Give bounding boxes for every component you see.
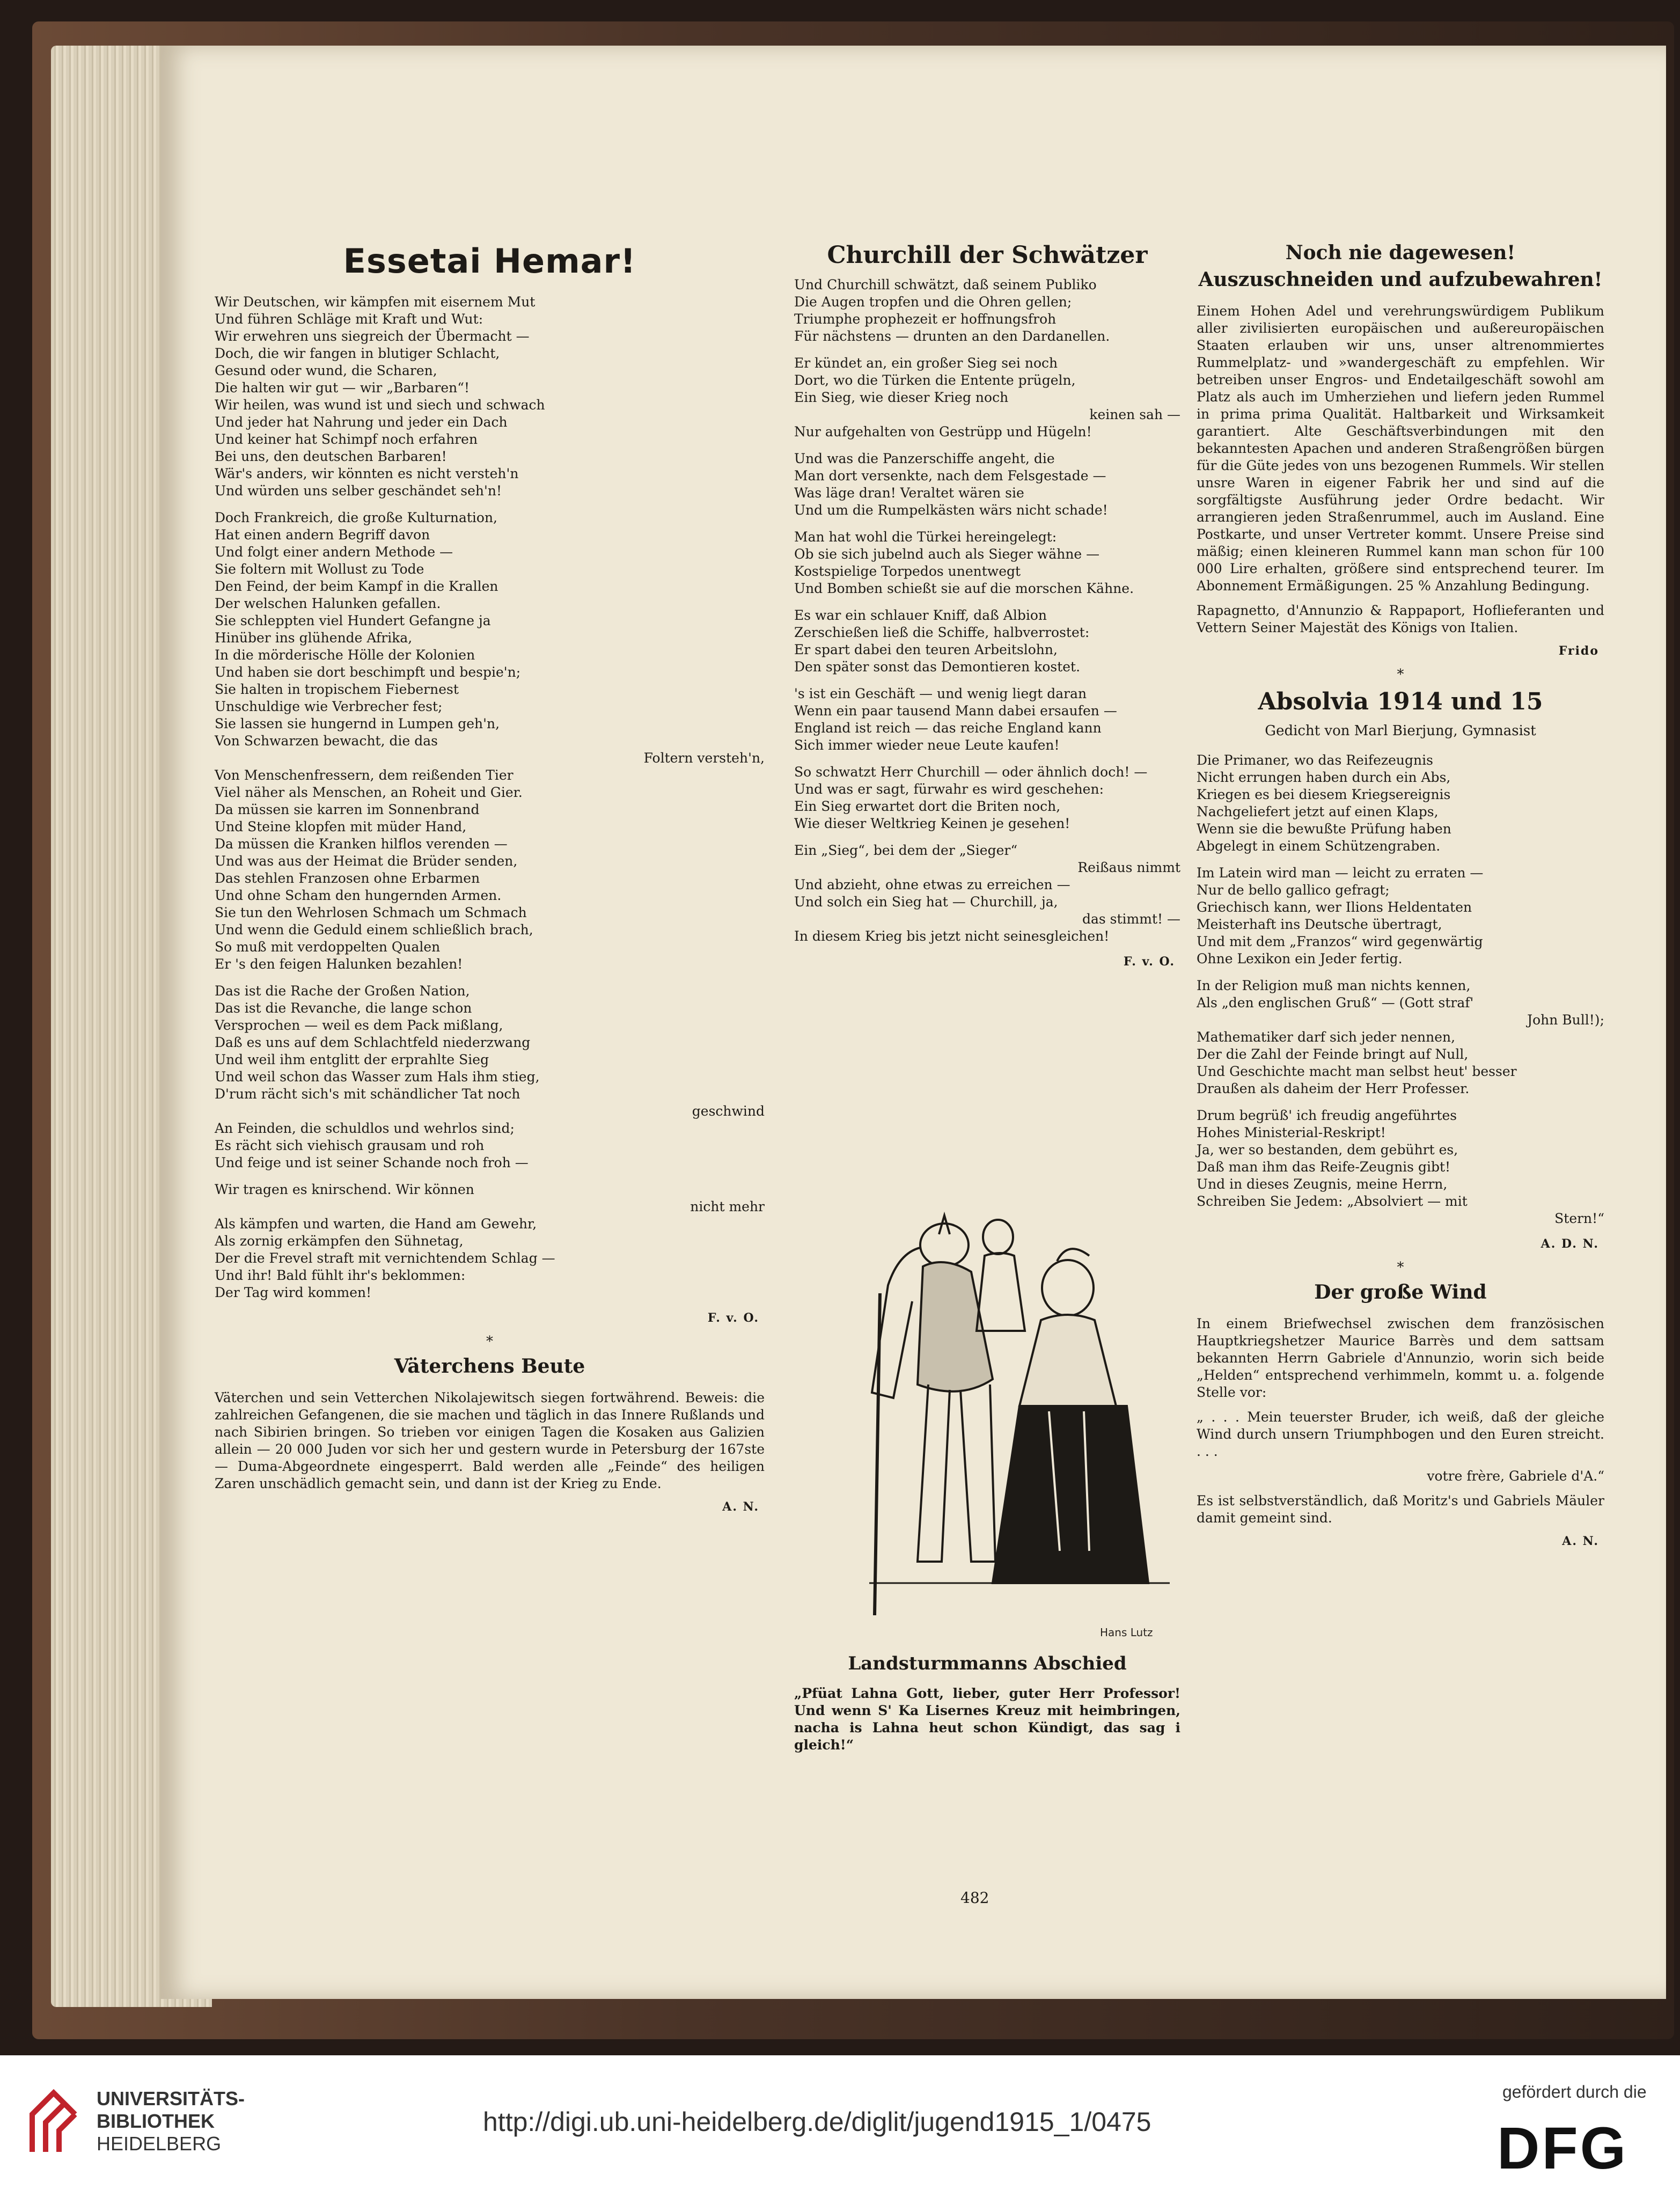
poem-line: Wenn ein paar tausend Mann dabei ersaufen — bbox=[794, 703, 1117, 719]
poem-line: Kostspielige Torpedos unentwegt bbox=[794, 563, 1021, 579]
poem-line: Hinüber ins glühende Afrika, bbox=[215, 630, 413, 646]
poem-line: Und würden uns selber geschändet seh'n! bbox=[215, 483, 502, 499]
poem-line: England ist reich — das reiche England kann bbox=[794, 720, 1102, 736]
poem-line: Und was aus der Heimat die Brüder senden, bbox=[215, 853, 518, 869]
separator-star: * bbox=[1397, 666, 1404, 683]
poem-line-right: Foltern versteh'n, bbox=[643, 750, 765, 766]
illustration-credit: Hans Lutz bbox=[1100, 1626, 1153, 1639]
poem-line: Und was die Panzerschiffe angeht, die bbox=[794, 451, 1055, 466]
poem-line: Als „den englischen Gruß“ — (Gott straf' bbox=[1197, 995, 1474, 1010]
poem-line: Ein Sieg, wie dieser Krieg noch bbox=[794, 390, 1009, 405]
poem-line: Ein Sieg erwartet dort die Briten noch, bbox=[794, 799, 1061, 814]
poem-line: Daß man ihm das Reife-Zeugnis gibt! bbox=[1197, 1159, 1451, 1175]
poem-stanza bbox=[1197, 752, 1604, 855]
poem-line-right: nicht mehr bbox=[690, 1199, 765, 1214]
poem-line: Schreiben Sie Jedem: „Absolviert — mit bbox=[1197, 1193, 1468, 1209]
poem-stanza-lines bbox=[794, 842, 1180, 859]
poem-line: Bei uns, den deutschen Barbaren! bbox=[215, 449, 447, 464]
poem-line: Ohne Lexikon ein Jeder fertig. bbox=[1197, 951, 1403, 966]
poem-line: So muß mit verdoppelten Qualen bbox=[215, 939, 441, 955]
signature: A. N. bbox=[722, 1500, 759, 1514]
poem-line: Und in dieses Zeugnis, meine Herrn, bbox=[1197, 1176, 1448, 1192]
poem-line: Draußen als daheim der Herr Professer. bbox=[1197, 1081, 1470, 1096]
university-logo-icon bbox=[21, 2077, 86, 2157]
poem-stanza-lines bbox=[794, 928, 1180, 945]
article-title-wind: Der große Wind bbox=[1314, 1281, 1487, 1303]
poem-stanza bbox=[794, 276, 1180, 345]
poem-line-right: Stern!“ bbox=[1554, 1211, 1604, 1226]
article-title-noch-nie: Noch nie dagewesen! bbox=[1285, 241, 1516, 264]
poem-stanza-lines bbox=[1197, 1029, 1604, 1097]
poem-line: D'rum rächt sich's mit schändlicher Tat noch bbox=[215, 1086, 520, 1102]
illustration-caption: „Pfüat Lahna Gott, lieber, guter Herr Professor! Und wenn S' Ka Lisernes Kreuz mit heimbringen, nacha is Lahna heut schon Kündigt, das sag i gleich!“ bbox=[794, 1686, 1180, 1753]
article-quote-signoff: votre frère, Gabriele d'A.“ bbox=[1427, 1468, 1604, 1484]
poem-line: Und Bomben schießt sie auf die morschen Kähne. bbox=[794, 581, 1134, 596]
poem-line: Und abzieht, ohne etwas zu erreichen — bbox=[794, 877, 1070, 892]
poem-stanza-lines bbox=[1197, 1107, 1604, 1210]
poem-line: So schwatzt Herr Churchill — oder ähnlich doch! — bbox=[794, 764, 1148, 780]
article-title-churchill: Churchill der Schwätzer bbox=[827, 241, 1148, 269]
poem-stanza bbox=[794, 607, 1180, 676]
poem-line: Als kämpfen und warten, die Hand am Gewehr, bbox=[215, 1216, 537, 1232]
poem-line: Und weil ihm entglitt der erprahlte Sieg bbox=[215, 1052, 489, 1067]
poem-line: Das ist die Revanche, die lange schon bbox=[215, 1000, 472, 1016]
poem-line: Er kündet an, ein großer Sieg sei noch bbox=[794, 355, 1058, 371]
poem-stanza bbox=[215, 509, 765, 973]
poem-line: Wär's anders, wir könnten es nicht versteh'n bbox=[215, 466, 519, 481]
poem-line: Ein „Sieg“, bei dem der „Sieger“ bbox=[794, 843, 1018, 858]
article-body: Es ist selbstverständlich, daß Moritz's und Gabriels Mäuler damit gemeint sind. bbox=[1197, 1493, 1604, 1526]
poem-line: Und was er sagt, fürwahr es wird geschehen: bbox=[794, 781, 1104, 797]
poem-line: Und ohne Scham den hungernden Armen. bbox=[215, 888, 502, 903]
poem-stanza-lines bbox=[794, 355, 1180, 406]
column-left bbox=[215, 241, 765, 1522]
illustration-landsturm bbox=[805, 1186, 1180, 1626]
poem-line: Für nächstens — drunten an den Dardanellen. bbox=[794, 328, 1110, 344]
poem-line: In die mörderische Hölle der Kolonien bbox=[215, 647, 475, 663]
library-footer bbox=[0, 2055, 1680, 2190]
poem-stanza bbox=[794, 764, 1180, 832]
poem-stanza bbox=[794, 450, 1180, 519]
poem-line: Abgelegt in einem Schützengraben. bbox=[1197, 838, 1441, 854]
poem-line: Der welschen Halunken gefallen. bbox=[215, 596, 441, 611]
poem-stanza bbox=[794, 685, 1180, 754]
poem-line: Und ihr! Bald fühlt ihr's beklommen: bbox=[215, 1268, 466, 1283]
signature: Frido bbox=[1558, 644, 1599, 658]
column-right bbox=[1197, 241, 1604, 1557]
poem-line: Die Primaner, wo das Reifezeugnis bbox=[1197, 752, 1433, 768]
poem-stanza bbox=[1197, 977, 1604, 1097]
article-body: Väterchen und sein Vetterchen Nikolajewitsch siegen fortwährend. Beweis: die zahlreichen Gefangenen, die sie machen und täglich in das Innere Rußlands und nach Sibirien bringen. So trieben vor einigen Tagen die Kosaken aus Galizien allein — 20 000 Juden vor sich her und gestern wurde in Petersburg der 167ste — Duma-Abgeordnete eingesperrt. Bald werden alle „Feinde“ des heiligen Zaren unschädlich gemacht sein, und dann ist der Krieg zu Ende. bbox=[215, 1390, 765, 1491]
poem-line: Die halten wir gut — wir „Barbaren“! bbox=[215, 380, 470, 395]
poem-line: Sie halten in tropischem Fiebernest bbox=[215, 682, 459, 697]
separator-star: * bbox=[1397, 1259, 1404, 1276]
poem-line: Hohes Ministerial-Reskript! bbox=[1197, 1125, 1386, 1140]
university-name bbox=[97, 2088, 245, 2155]
poem-line: Meisterhaft ins Deutsche übertragt, bbox=[1197, 917, 1442, 932]
poem-line: Gesund oder wund, die Scharen, bbox=[215, 363, 437, 378]
poem-stanza bbox=[794, 529, 1180, 597]
poem-line: Von Menschenfressern, dem reißenden Tier bbox=[215, 767, 513, 783]
poem-stanza bbox=[794, 842, 1180, 945]
poem-line: Hat einen andern Begriff davon bbox=[215, 527, 430, 543]
poem-line: Sie lassen sie hungernd in Lumpen geh'n, bbox=[215, 716, 500, 731]
article-subtitle-auszuschneiden: Auszuschneiden und aufzubewahren! bbox=[1198, 268, 1603, 291]
column-middle bbox=[794, 241, 1180, 977]
article-quote: „ . . . Mein teuerster Bruder, ich weiß, daß der gleiche Wind durch unsern Triumphbogen und den Euren streicht. . . . bbox=[1197, 1409, 1604, 1459]
poem-stanza bbox=[215, 294, 765, 500]
poem-line: Und Geschichte macht man selbst heut' besser bbox=[1197, 1064, 1517, 1079]
poem-line: Drum begrüß' ich freudig angeführtes bbox=[1197, 1108, 1457, 1123]
page-number: 482 bbox=[960, 1889, 989, 1907]
poem-line: Da müssen sie karren im Sonnenbrand bbox=[215, 802, 480, 817]
poem-line: Der Tag wird kommen! bbox=[215, 1285, 372, 1300]
poem-line: Und Steine klopfen mit müder Hand, bbox=[215, 819, 467, 834]
poem-line: Kriegen es bei diesem Kriegsereignis bbox=[1197, 787, 1451, 802]
poem-line: Und mit dem „Franzos“ wird gegenwärtig bbox=[1197, 934, 1483, 949]
poem-stanza-lines bbox=[215, 1215, 765, 1301]
poem-line: Wir erwehren uns siegreich der Übermacht — bbox=[215, 328, 530, 344]
poem-line: Und führen Schläge mit Kraft und Wut: bbox=[215, 311, 483, 327]
poem-stanza-lines bbox=[215, 509, 765, 750]
poem-line: Ja, wer so bestanden, dem gebührt es, bbox=[1197, 1142, 1458, 1158]
poem-line: Das stehlen Franzosen ohne Erbarmen bbox=[215, 870, 480, 886]
poem-line: Daß es uns auf dem Schlachtfeld niederzwang bbox=[215, 1035, 531, 1050]
poem-line: Wir heilen, was wund ist und siech und schwach bbox=[215, 397, 545, 413]
poem-line: 's ist ein Geschäft — und wenig liegt daran bbox=[794, 686, 1087, 701]
university-name-line: HEIDELBERG bbox=[97, 2133, 222, 2155]
university-name-line: UNIVERSITÄTS- bbox=[97, 2088, 245, 2110]
poem-line: Der die Frevel straft mit vernichtendem Schlag — bbox=[215, 1250, 555, 1266]
poem-line: Und weil schon das Wasser zum Hals ihm stieg, bbox=[215, 1069, 540, 1085]
poem-line-right: geschwind bbox=[692, 1103, 765, 1119]
signature: A. D. N. bbox=[1540, 1237, 1599, 1251]
poem-stanza-lines bbox=[1197, 977, 1604, 1012]
poem-line: Man hat wohl die Türkei hereingelegt: bbox=[794, 529, 1057, 545]
article-title-essetai: Essetai Hemar! bbox=[343, 241, 636, 281]
poem-line: Und wenn die Geduld einem schließlich brach, bbox=[215, 922, 533, 937]
signature: F. v. O. bbox=[1123, 955, 1175, 969]
poem-line-right: John Bull!); bbox=[1527, 1012, 1604, 1028]
poem-line: Ob sie sich jubelnd auch als Sieger wähne — bbox=[794, 546, 1100, 562]
poem-line: Und jeder hat Nahrung und jeder ein Dach bbox=[215, 414, 508, 430]
poem-line: Zerschießen ließ die Schiffe, halbverrostet: bbox=[794, 625, 1090, 640]
separator-star: * bbox=[486, 1334, 493, 1350]
poem-line: Im Latein wird man — leicht zu erraten — bbox=[1197, 865, 1484, 881]
poem-line: Wie dieser Weltkrieg Keinen je gesehen! bbox=[794, 816, 1070, 831]
poem-line: Nur aufgehalten von Gestrüpp und Hügeln! bbox=[794, 424, 1092, 440]
poem-line: Sie tun den Wehrlosen Schmach um Schmach bbox=[215, 905, 527, 920]
poem-line: Und keiner hat Schimpf noch erfahren bbox=[215, 431, 478, 447]
article-body: Einem Hohen Adel und verehrungswürdigem Publikum aller zivilisierten europäischen und außereuropäischen Staaten erlauben wir uns, unser altrenommiertes Rummelplatz- und »wandergeschäft zu empfehlen. Wir betreiben unser Engros- und Endetailgeschäft sowohl am Platz als auch im Umherziehen und liefern jeden Rummel in prima prima Qualität. Haltbarkeit und Wirksamkeit garantiert. Alte Geschäftsverbindungen mit den bekanntesten Apachen und anderen Straßengrößen bürgen für die Güte jedes von uns bezogenen Rummels. Wir stellen unsre Waren in eigener Fabrik her und sind auf die sorgfältigste Ausführung jeder Ordre bedacht. Wir arrangieren jeden Straßenrummel, auch im Ausland. Eine Postkarte, und unser Vertreter kommt. Unsere Preise sind mäßig; einen kleineren Rummel kann man schon für 100 000 Lire erhalten, größere sind entsprechend teurer. Im Abonnement Ermäßigungen. 25 % Anzahlung Bedingung. bbox=[1197, 303, 1604, 594]
poem-line: Nur de bello gallico gefragt; bbox=[1197, 882, 1390, 898]
poem-line: In diesem Krieg bis jetzt nicht seinesgleichen! bbox=[794, 928, 1110, 944]
poem-stanza-lines bbox=[794, 423, 1180, 441]
poem-line: Sie schleppten viel Hundert Gefangne ja bbox=[215, 613, 491, 628]
poem-line: Sie foltern mit Wollust zu Tode bbox=[215, 561, 424, 577]
article-title-vaeterchen: Väterchens Beute bbox=[394, 1355, 585, 1378]
dfg-logo: DFG bbox=[1497, 2115, 1628, 2181]
poem-line: Von Schwarzen bewacht, die das bbox=[215, 733, 438, 749]
poem-stanza-lines bbox=[215, 767, 765, 973]
article-subtitle: Gedicht von Marl Bierjung, Gymnasist bbox=[1265, 723, 1536, 739]
poem-line: Und haben sie dort beschimpft und bespie'n; bbox=[215, 664, 521, 680]
poem-line: Es rächt sich viehisch grausam und roh bbox=[215, 1138, 485, 1153]
poem-line: Und um die Rumpelkästen wärs nicht schade! bbox=[794, 502, 1108, 518]
poem-line: Als zornig erkämpfen den Sühnetag, bbox=[215, 1233, 464, 1249]
poem-line: Er 's den feigen Halunken bezahlen! bbox=[215, 956, 463, 972]
poem-line: Griechisch kann, wer Ilions Heldentaten bbox=[1197, 899, 1472, 915]
poem-line: Dort, wo die Türken die Entente prügeln, bbox=[794, 372, 1076, 388]
poem-line: Versprochen — weil es dem Pack mißlang, bbox=[215, 1017, 503, 1033]
poem-line-right: Reißaus nimmt bbox=[1077, 860, 1180, 875]
poem-line: Den Feind, der beim Kampf in die Krallen bbox=[215, 578, 498, 594]
poem-line: Nicht errungen haben durch ein Abs, bbox=[1197, 770, 1451, 785]
poem-line: Die Augen tropfen und die Ohren gellen; bbox=[794, 294, 1072, 310]
poem-line: In der Religion muß man nichts kennen, bbox=[1197, 978, 1471, 993]
poem-line: Und feige und ist seiner Schande noch froh — bbox=[215, 1155, 529, 1170]
poem-line: Der die Zahl der Feinde bringt auf Null, bbox=[1197, 1046, 1469, 1062]
poem-line: Da müssen die Kranken hilflos verenden — bbox=[215, 836, 508, 852]
poem-line: Unschuldige wie Verbrecher fest; bbox=[215, 699, 443, 714]
poem-line: Und Churchill schwätzt, daß seinem Publiko bbox=[794, 277, 1097, 292]
signature: F. v. O. bbox=[707, 1311, 759, 1325]
signature: A. N. bbox=[1562, 1534, 1599, 1548]
poem-stanza bbox=[794, 355, 1180, 441]
poem-line: Viel näher als Menschen, an Roheit und Gier. bbox=[215, 785, 523, 800]
funding-note: gefördert durch die bbox=[1502, 2082, 1647, 2101]
poem-line: Wir tragen es knirschend. Wir können bbox=[215, 1182, 474, 1197]
poem-line: Nachgeliefert jetzt auf einen Klaps, bbox=[1197, 804, 1439, 819]
poem-line: An Feinden, die schuldlos und wehrlos sind; bbox=[215, 1120, 515, 1136]
poem-stanza bbox=[1197, 865, 1604, 968]
poem-line: Triumphe prophezeit er hoffnungsfroh bbox=[794, 311, 1057, 327]
article-body: Rapagnetto, d'Annunzio & Rappaport, Hoflieferanten und Vettern Seiner Majestät des Königs von Italien. bbox=[1197, 603, 1604, 635]
poem-stanza bbox=[215, 1181, 765, 1301]
poem-line: Doch Frankreich, die große Kulturnation, bbox=[215, 510, 497, 525]
poem-line: Es war ein schlauer Kniff, daß Albion bbox=[794, 607, 1047, 623]
poem-line: Sich immer wieder neue Leute kaufen! bbox=[794, 737, 1060, 753]
poem-line: Und solch ein Sieg hat — Churchill, ja, bbox=[794, 894, 1058, 910]
poem-stanza-lines bbox=[794, 876, 1180, 911]
article-body: In einem Briefwechsel zwischen dem französischen Hauptkriegshetzer Maurice Barrès und dem sattsam bekannten Herrn Gabriele d'Annunzio, worin sich beide „Helden“ entsprechend verhimmeln, kommt u. a. folgende Stelle vor: bbox=[1197, 1316, 1604, 1400]
illustration-title: Landsturmmanns Abschied bbox=[848, 1653, 1127, 1674]
poem-line: Wir Deutschen, wir kämpfen mit eisernem Mut bbox=[215, 294, 535, 310]
permalink[interactable]: http://digi.ub.uni-heidelberg.de/diglit/jugend1915_1/0475 bbox=[483, 2107, 1151, 2137]
poem-stanza bbox=[1197, 1107, 1604, 1227]
poem-line: Was läge dran! Veraltet wären sie bbox=[794, 485, 1024, 501]
poem-line: Das ist die Rache der Großen Nation, bbox=[215, 983, 470, 999]
poem-line: Er spart dabei den teuren Arbeitslohn, bbox=[794, 642, 1058, 657]
poem-stanza-lines bbox=[215, 983, 765, 1103]
poem-line: Man dort versenkte, nach dem Felsgestade — bbox=[794, 468, 1106, 484]
poem-line: Mathematiker darf sich jeder nennen, bbox=[1197, 1029, 1456, 1045]
poem-line: Doch, die wir fangen in blutiger Schlacht, bbox=[215, 346, 500, 361]
university-name-line: BIBLIOTHEK bbox=[97, 2110, 215, 2132]
poem-line-right: das stimmt! — bbox=[1082, 911, 1180, 927]
poem-line: Und folgt einer andern Methode — bbox=[215, 544, 453, 560]
poem-line-right: keinen sah — bbox=[1089, 407, 1180, 422]
article-title-absolvia: Absolvia 1914 und 15 bbox=[1258, 688, 1543, 715]
poem-stanza-lines bbox=[215, 1120, 765, 1171]
poem-stanza bbox=[215, 983, 765, 1171]
poem-line: Den später sonst das Demontieren kostet. bbox=[794, 659, 1081, 675]
poem-line: Wenn sie die bewußte Prüfung haben bbox=[1197, 821, 1451, 837]
